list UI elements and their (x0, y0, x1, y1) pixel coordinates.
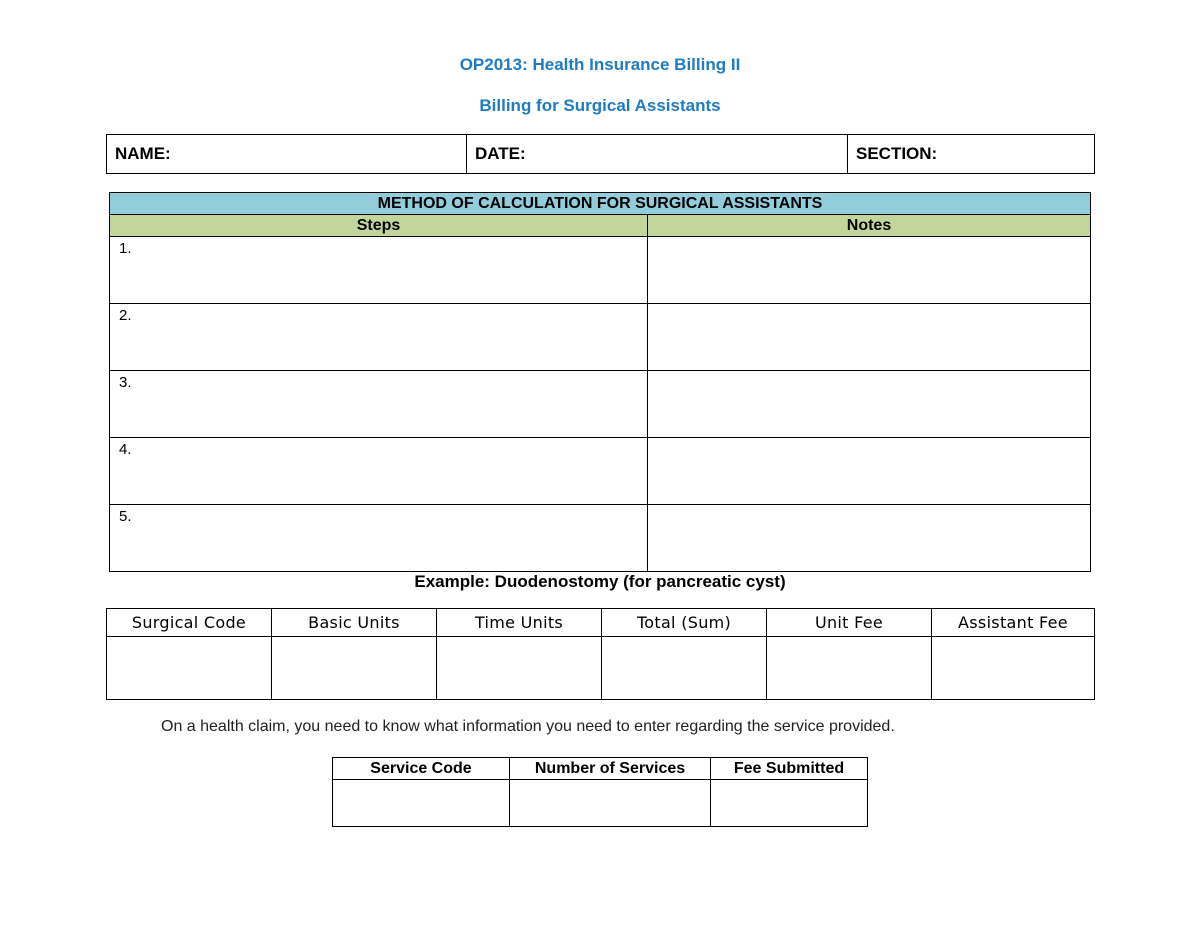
name-field[interactable]: NAME: (107, 135, 467, 174)
page-subtitle: Billing for Surgical Assistants (479, 96, 721, 115)
table-row (333, 780, 868, 827)
step-cell[interactable]: 3. (110, 371, 648, 438)
fee-submitted-header: Fee Submitted (711, 758, 868, 780)
note-cell[interactable] (648, 304, 1091, 371)
unit-fee-header: Unit Fee (767, 609, 932, 637)
time-units-cell[interactable] (437, 637, 602, 700)
note-cell[interactable] (648, 505, 1091, 572)
date-field[interactable]: DATE: (467, 135, 848, 174)
table-row (110, 438, 1091, 505)
table-row (110, 371, 1091, 438)
table-row (110, 237, 1091, 304)
service-code-cell[interactable] (333, 780, 510, 827)
service-claim-table (332, 757, 868, 827)
time-units-header: Time Units (437, 609, 602, 637)
step-cell[interactable]: 1. (110, 237, 648, 304)
step-cell[interactable]: 2. (110, 304, 648, 371)
assistant-fee-header: Assistant Fee (932, 609, 1095, 637)
fee-calculation-table (106, 608, 1095, 700)
claim-instruction: On a health claim, you need to know what information you need to enter regarding the service provided. (161, 718, 895, 735)
table-row (107, 637, 1095, 700)
surgical-code-header: Surgical Code (107, 609, 272, 637)
method-table-title: METHOD OF CALCULATION FOR SURGICAL ASSISTANTS (110, 193, 1091, 215)
table-row (110, 505, 1091, 572)
number-of-services-cell[interactable] (510, 780, 711, 827)
total-sum-cell[interactable] (602, 637, 767, 700)
note-cell[interactable] (648, 237, 1091, 304)
example-label: Example: Duodenostomy (for pancreatic cyst) (414, 572, 786, 591)
step-cell[interactable]: 4. (110, 438, 648, 505)
course-title: OP2013: Health Insurance Billing II (459, 55, 741, 74)
number-of-services-header: Number of Services (510, 758, 711, 780)
fee-submitted-cell[interactable] (711, 780, 868, 827)
steps-header: Steps (110, 215, 648, 237)
basic-units-cell[interactable] (272, 637, 437, 700)
service-code-header: Service Code (333, 758, 510, 780)
unit-fee-cell[interactable] (767, 637, 932, 700)
note-cell[interactable] (648, 438, 1091, 505)
table-row (110, 304, 1091, 371)
assistant-fee-cell[interactable] (932, 637, 1095, 700)
section-field[interactable]: SECTION: (848, 135, 1095, 174)
total-sum-header: Total (Sum) (602, 609, 767, 637)
note-cell[interactable] (648, 371, 1091, 438)
student-info-table (106, 134, 1095, 174)
notes-header: Notes (648, 215, 1091, 237)
step-cell[interactable]: 5. (110, 505, 648, 572)
basic-units-header: Basic Units (272, 609, 437, 637)
method-calculation-table (109, 192, 1091, 572)
surgical-code-cell[interactable] (107, 637, 272, 700)
